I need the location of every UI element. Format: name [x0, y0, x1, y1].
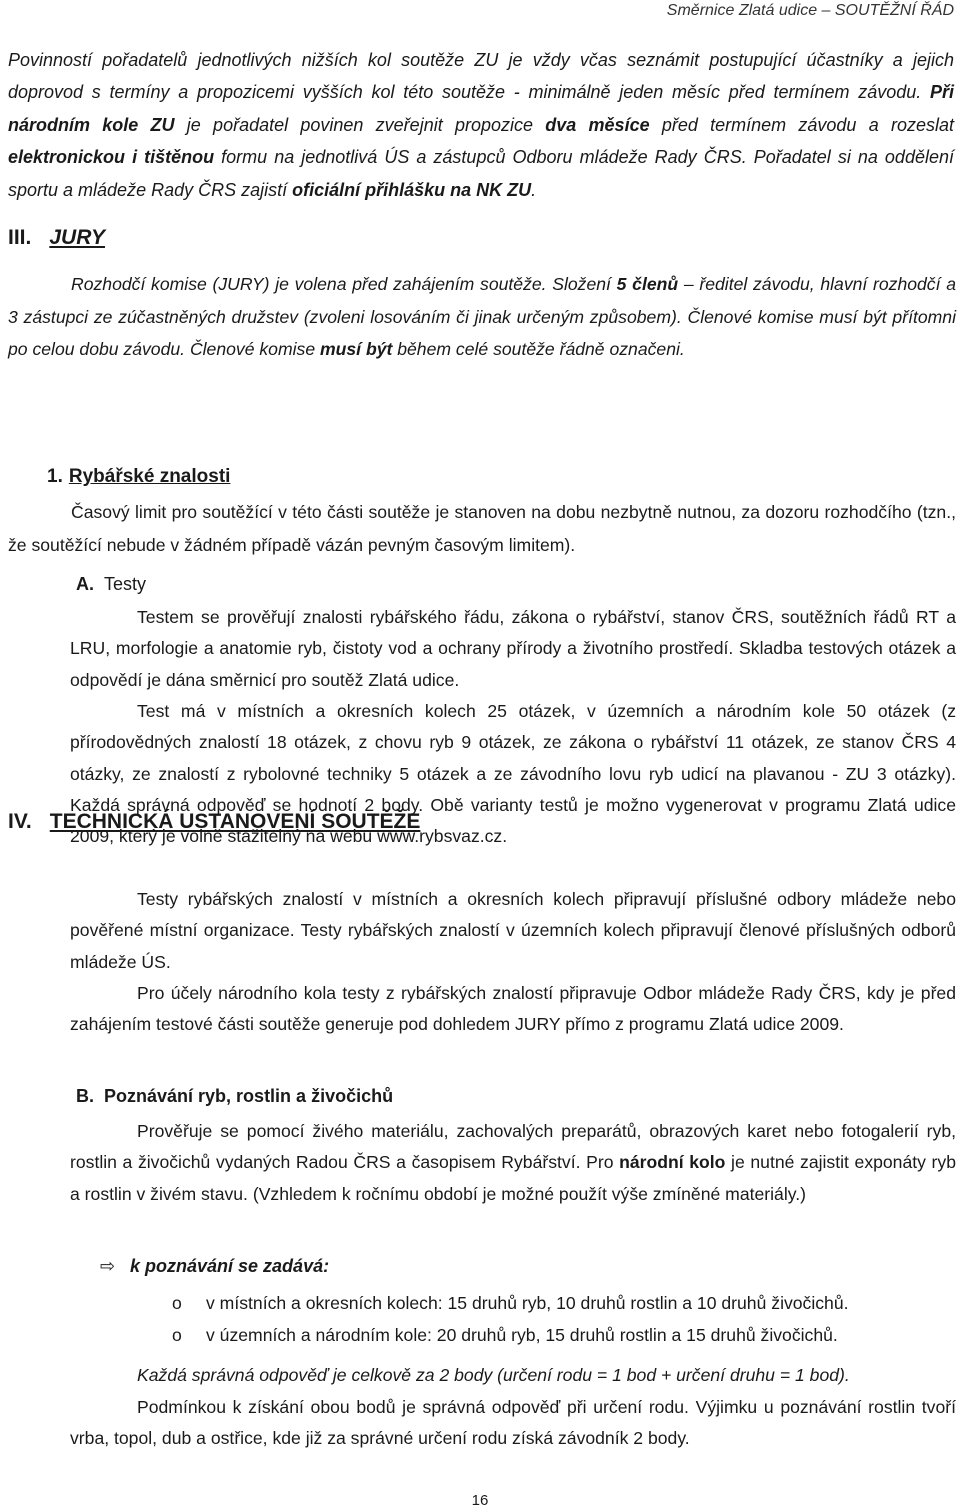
section-number: III. — [8, 226, 32, 249]
tests-paragraph-2: Test má v místních a okresních kolech 25 otázek, v územních a národním kole 50 otázek (z přírodovědných znalostí 18 otázek, z chovu ryb 9 otázek, ze zákona o rybářství 11 otázek, ze stanov ČRS 4 otázky, ze znalostí z rybolovné techniky 5 otázek a ze závodního lovu ryb udicí na plavanou - ZU 3 otázky). Každá správná odpověď se hodnotí 2 body. Obě varianty testů je možno vygenerovat v programu Zlatá udice 2009, který je volně stažitelný na webu www.rybsvaz.cz. — [70, 701, 956, 847]
scoring-condition: Podmínkou k získání obou bodů je správná odpověď při určení rodu. Výjimku u poznávání rostlin tvoří vrba, topol, dub a ostřice, kde již za správné určení rodu získá závodník 2 body. — [70, 1397, 956, 1449]
list-item: o v územních a národním kole: 20 druhů ryb, 15 druhů rostlin a 15 druhů živočichů. — [172, 1324, 838, 1345]
list-item: o v místních a okresních kolech: 15 druhů ryb, 10 druhů rostlin a 10 druhů živočichů. — [172, 1293, 849, 1313]
tests-paragraph-1: Testem se prověřují znalosti rybářského řádu, zákona o rybářství, stanov ČRS, soutěžních řádů RT a LRU, morfologie a anatomie ryb, čistoty vod a ochrany přírody a životního prostředí. Skladba testových otázek a odpovědí je dána směrnicí pro soutěž Zlatá udice. — [70, 607, 956, 690]
section-title: JURY — [49, 226, 105, 249]
recognition-paragraph: Prověřuje se pomocí živého materiálu, zachovalých preparátů, obrazových karet nebo fotogalerií ryb, rostlin a živočichů vydaných Radou ČRS a časopisem Rybářství. Pro národní kolo je nutné zajistit exponáty ryb a rostlin v živém stavu. (Vzhledem k ročnímu období je možné použít výše zmíněné materiály.) — [70, 1121, 957, 1204]
arrow-right-icon: ⇨ — [100, 1256, 116, 1276]
page-header: Směrnice Zlatá udice – SOUTĚŽNÍ ŘÁD — [666, 2, 954, 19]
section-number: IV. — [8, 810, 32, 833]
tests-paragraph-3: Testy rybářských znalostí v místních a okresních kolech připravují příslušné odbory mládeže nebo pověřené místní organizace. Testy rybářských znalostí v územních kolech připravují členové příslušných odborů mládeže ÚS. — [70, 889, 956, 972]
page-number: 16 — [471, 1492, 489, 1509]
intro-paragraph: Povinností pořadatelů jednotlivých nižších kol soutěže ZU je vždy včas seznámit postupující účastníky a jejich doprovod s termíny a propozicemi vyšších kol této soutěže - minimálně jeden měsíc před termínem závodu. Při národním kole ZU je pořadatel povinen zveřejnit propozice dva měsíce před termínem závodu a rozeslat elektronickou i tištěnou formu na jednotlivá ÚS a zástupců Odboru mládeže Rady ČRS. Pořadatel si na oddělení sportu a mládeže Rady ČRS zajistí oficiální přihlášku na NK ZU. — [8, 50, 954, 200]
subsection-knowledge-heading: 1. Rybářské znalosti — [47, 466, 231, 487]
knowledge-paragraph: Časový limit pro soutěžící v této části soutěže je stanoven na dobu nezbytně nutnou, za dozoru rozhodčího (tzn., že soutěžící nebude v žádném případě vázán pevným časovým limitem). — [8, 502, 956, 555]
tests-paragraph-4: Pro účely národního kola testy z rybářských znalostí připravuje Odbor mládeže Rady ČRS, kdy je před zahájením testové části soutěže generuje pod dohledem JURY přímo z programu Zlatá udice 2009. — [70, 983, 956, 1035]
recognition-heading: B. Poznávání ryb, rostlin a živočichů — [76, 1086, 394, 1106]
scoring-note: Každá správná odpověď je celkově za 2 body (určení rodu = 1 bod + určení druhu = 1 bod). — [137, 1365, 850, 1385]
section-jury-heading — [8, 226, 105, 250]
jury-paragraph: Rozhodčí komise (JURY) je volena před zahájením soutěže. Složení 5 členů – ředitel závodu, hlavní rozhodčí a 3 zástupci ze zúčastněných družstev (zvoleni losováním či jinak určeným způsobem). Členové komise musí být přítomni po celou dobu závodu. Členové komise musí být během celé soutěže řádně označeni. — [8, 274, 956, 359]
recognition-list-heading: ⇨ k poznávání se zadává: — [100, 1256, 330, 1276]
recognition-list — [172, 1288, 849, 1351]
section-title: TECHNICKÁ USTANOVENÍ SOUTĚŽE — [49, 810, 421, 833]
tests-heading: A. Testy — [76, 574, 147, 594]
